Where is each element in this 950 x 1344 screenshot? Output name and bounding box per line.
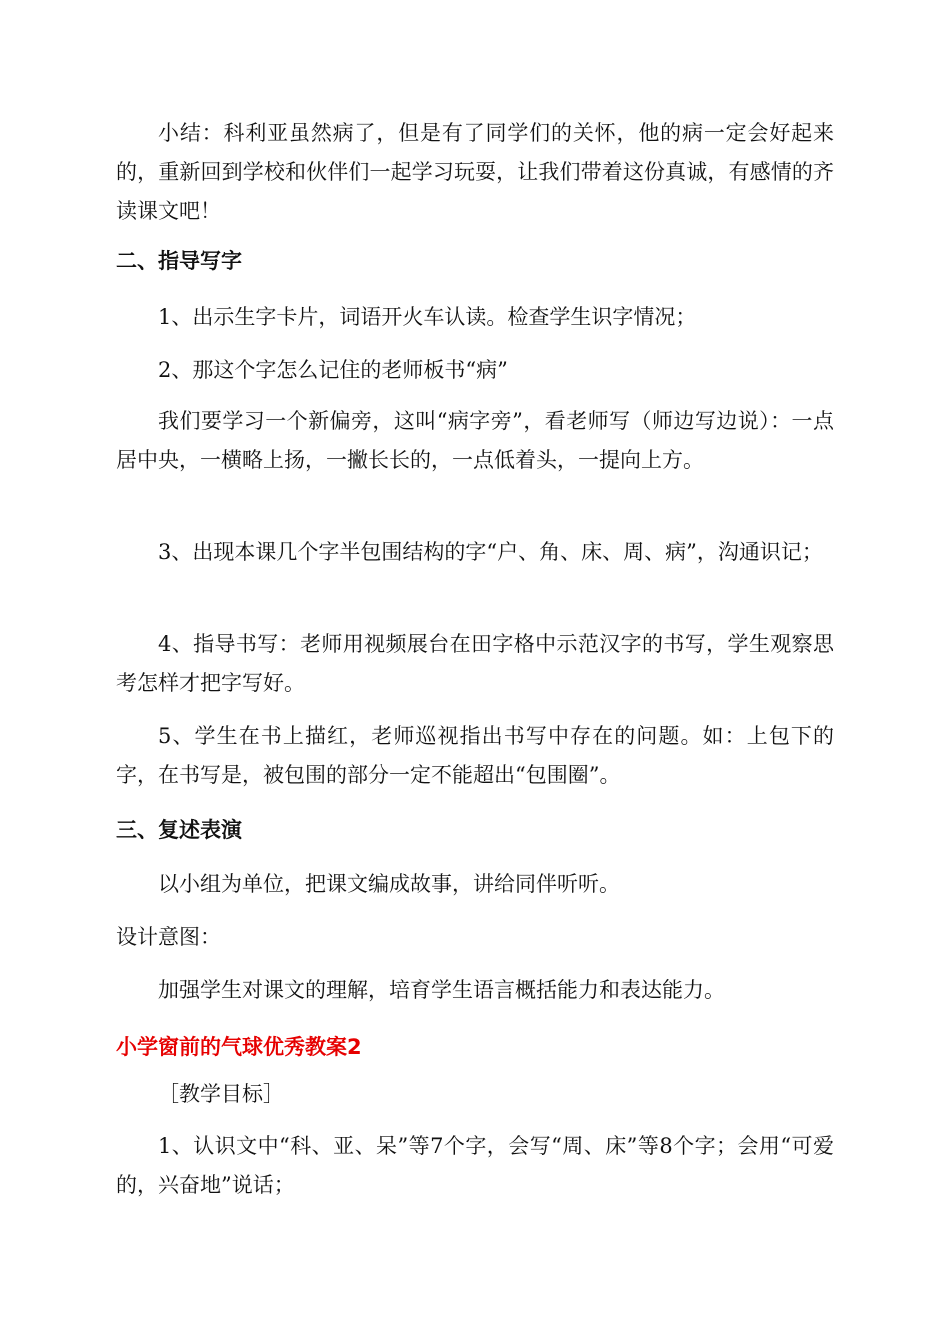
writing-step-5: 5、学生在书上描红，老师巡视指出书写中存在的问题。如：上包下的字，在书写是，被包围的部分一定不能超出“包围圈”。 <box>116 724 834 787</box>
section-heading-retelling: 三、复述表演 <box>116 818 242 842</box>
writing-step-1: 1、出示生字卡片，词语开火车认读。检查学生识字情况； <box>158 305 697 329</box>
writing-step-2-detail: 我们要学习一个新偏旁，这叫“病字旁”，看老师写（师边写边说）：一点居中央，一横略上扬，一撇长长的，一点低着头，一提向上方。 <box>116 409 834 472</box>
design-intent-label: 设计意图： <box>116 925 221 949</box>
design-intent-text: 加强学生对课文的理解，培育学生语言概括能力和表达能力。 <box>158 978 725 1002</box>
lesson-plan-title: 小学窗前的气球优秀教案2 <box>116 1035 362 1059</box>
writing-step-3: 3、出现本课几个字半包围结构的字“户、角、床、周、病”，沟通识记； <box>158 540 823 564</box>
section-heading-writing: 二、指导写字 <box>116 249 242 273</box>
retelling-paragraph: 以小组为单位，把课文编成故事，讲给同伴听听。 <box>158 872 620 896</box>
summary-paragraph: 小结：科利亚虽然病了，但是有了同学们的关怀，他的病一定会好起来的，重新回到学校和伙伴们一起学习玩耍，让我们带着这份真诚，有感情的齐读课文吧！ <box>116 121 834 223</box>
teaching-goals-label: ［教学目标］ <box>158 1082 284 1106</box>
writing-step-2: 2、那这个字怎么记住的老师板书“病” <box>158 358 508 382</box>
teaching-goal-1: 1、认识文中“科、亚、呆”等7个字，会写“周、床”等8个字；会用“可爱的，兴奋地”说话； <box>116 1134 834 1197</box>
writing-step-4: 4、指导书写：老师用视频展台在田字格中示范汉字的书写，学生观察思考怎样才把字写好。 <box>116 632 834 695</box>
